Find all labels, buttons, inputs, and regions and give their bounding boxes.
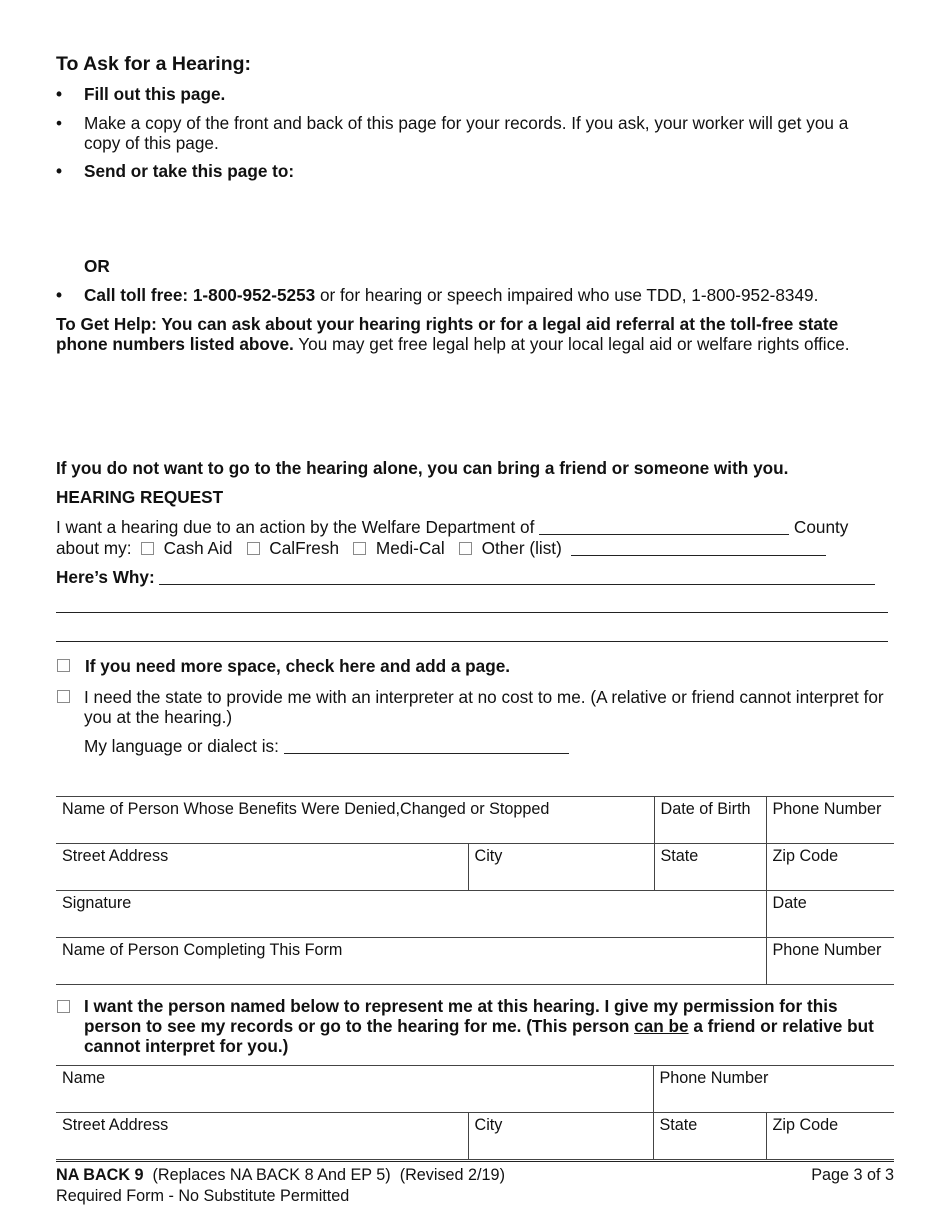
representative-text bbox=[84, 996, 892, 1056]
completer-name-field[interactable]: Name of Person Completing This Form bbox=[56, 938, 766, 985]
page-number: Page 3 of 3 bbox=[811, 1166, 894, 1184]
table-row bbox=[56, 938, 894, 985]
required-form-note: Required Form - No Substitute Permitted bbox=[56, 1187, 350, 1205]
representative-text-part-2: a friend or relative but cannot interpret for you.) bbox=[84, 1016, 874, 1056]
table-row bbox=[56, 1113, 894, 1160]
language-line bbox=[84, 736, 569, 756]
completer-phone-field[interactable]: Phone Number bbox=[766, 938, 894, 985]
calfresh-checkbox[interactable] bbox=[247, 542, 260, 555]
form-replaces: (Replaces NA BACK 8 And EP 5) bbox=[152, 1166, 391, 1184]
tdd-info: or for hearing or speech impaired who use TDD, 1-800-952-8349. bbox=[315, 285, 819, 305]
or-label: OR bbox=[84, 256, 110, 276]
representative-text-part-1: I want the person named below to represent me at this hearing. I give my permission for this person to see my records or go to the hearing for me. (This person bbox=[84, 996, 838, 1036]
friend-note: If you do not want to go to the hearing alone, you can bring a friend or someone with you. bbox=[56, 458, 789, 478]
cash-aid-label: Cash Aid bbox=[163, 538, 233, 558]
medi-cal-checkbox[interactable] bbox=[353, 542, 366, 555]
other-list-input[interactable] bbox=[571, 540, 826, 556]
language-input[interactable] bbox=[284, 738, 569, 754]
representative-info-table bbox=[56, 1065, 894, 1160]
other-checkbox[interactable] bbox=[459, 542, 472, 555]
table-row bbox=[56, 797, 894, 844]
instruction-call-toll-free bbox=[84, 285, 904, 305]
date-field[interactable]: Date bbox=[766, 891, 894, 938]
representative-state-field[interactable]: State bbox=[653, 1113, 766, 1160]
representative-can-be: can be bbox=[634, 1016, 689, 1036]
other-label: Other (list) bbox=[481, 538, 562, 558]
reason-input-line-2[interactable] bbox=[56, 612, 888, 613]
city-field[interactable]: City bbox=[468, 844, 654, 891]
instruction-send-take: Send or take this page to: bbox=[84, 161, 295, 181]
help-bold-text: To Get Help: You can ask about your hearing rights or for a legal aid referral at the toll-free state phone numbers listed above. bbox=[56, 314, 839, 354]
help-plain-text: You may get free legal help at your local legal aid or welfare rights office. bbox=[293, 334, 850, 354]
welfare-department-line bbox=[56, 517, 894, 537]
help-paragraph bbox=[56, 314, 891, 354]
heres-why-label: Here’s Why: bbox=[56, 567, 155, 587]
bullet-dot: • bbox=[56, 113, 63, 133]
heres-why-line bbox=[56, 567, 875, 587]
bullet-dot: • bbox=[56, 285, 63, 305]
more-space-checkbox[interactable] bbox=[57, 659, 70, 672]
table-row bbox=[56, 891, 894, 938]
representative-street-field[interactable]: Street Address bbox=[56, 1113, 468, 1160]
footer-divider bbox=[56, 1161, 894, 1162]
form-id: NA BACK 9 bbox=[56, 1166, 144, 1184]
hearing-request-title: HEARING REQUEST bbox=[56, 487, 224, 507]
bullet-dot: • bbox=[56, 84, 63, 104]
instruction-make-copy: Make a copy of the front and back of this page for your records. If you ask, your worker will get you a copy of this page. bbox=[84, 113, 849, 153]
page-heading: To Ask for a Hearing: bbox=[56, 53, 252, 75]
medi-cal-label: Medi-Cal bbox=[375, 538, 445, 558]
reason-input-line-1[interactable] bbox=[159, 569, 875, 585]
state-field[interactable]: State bbox=[654, 844, 766, 891]
interpreter-text: I need the state to provide me with an interpreter at no cost to me. (A relative or friend cannot interpret for you at the hearing.) bbox=[84, 687, 884, 727]
language-label: My language or dialect is: bbox=[84, 736, 279, 756]
representative-phone-field[interactable]: Phone Number bbox=[653, 1066, 894, 1113]
calfresh-label: CalFresh bbox=[269, 538, 340, 558]
table-row bbox=[56, 844, 894, 891]
county-label: County bbox=[793, 517, 849, 537]
about-my-line bbox=[56, 538, 826, 558]
street-address-field[interactable]: Street Address bbox=[56, 844, 468, 891]
form-revised: (Revised 2/19) bbox=[399, 1166, 505, 1184]
date-of-birth-field[interactable]: Date of Birth bbox=[654, 797, 766, 844]
reason-input-line-3[interactable] bbox=[56, 641, 888, 642]
welfare-department-label: I want a hearing due to an action by the Welfare Department of bbox=[56, 517, 535, 537]
representative-name-field[interactable]: Name bbox=[56, 1066, 653, 1113]
phone-number-field[interactable]: Phone Number bbox=[766, 797, 894, 844]
representative-city-field[interactable]: City bbox=[468, 1113, 653, 1160]
instruction-fill-out: Fill out this page. bbox=[84, 84, 226, 104]
zip-code-field[interactable]: Zip Code bbox=[766, 844, 894, 891]
interpreter-checkbox[interactable] bbox=[57, 690, 70, 703]
footer-form-info bbox=[56, 1165, 505, 1185]
signature-field[interactable]: Signature bbox=[56, 891, 766, 938]
claimant-name-field[interactable]: Name of Person Whose Benefits Were Denied,Changed or Stopped bbox=[56, 797, 654, 844]
county-input[interactable] bbox=[539, 519, 789, 535]
table-row bbox=[56, 1066, 894, 1113]
about-my-label: about my: bbox=[56, 538, 132, 558]
representative-checkbox[interactable] bbox=[57, 1000, 70, 1013]
claimant-info-table bbox=[56, 796, 894, 985]
more-space-label: If you need more space, check here and add a page. bbox=[85, 656, 511, 676]
cash-aid-checkbox[interactable] bbox=[141, 542, 154, 555]
representative-zip-field[interactable]: Zip Code bbox=[766, 1113, 894, 1160]
toll-free-number: Call toll free: 1-800-952-5253 bbox=[84, 285, 316, 305]
bullet-dot: • bbox=[56, 161, 63, 181]
